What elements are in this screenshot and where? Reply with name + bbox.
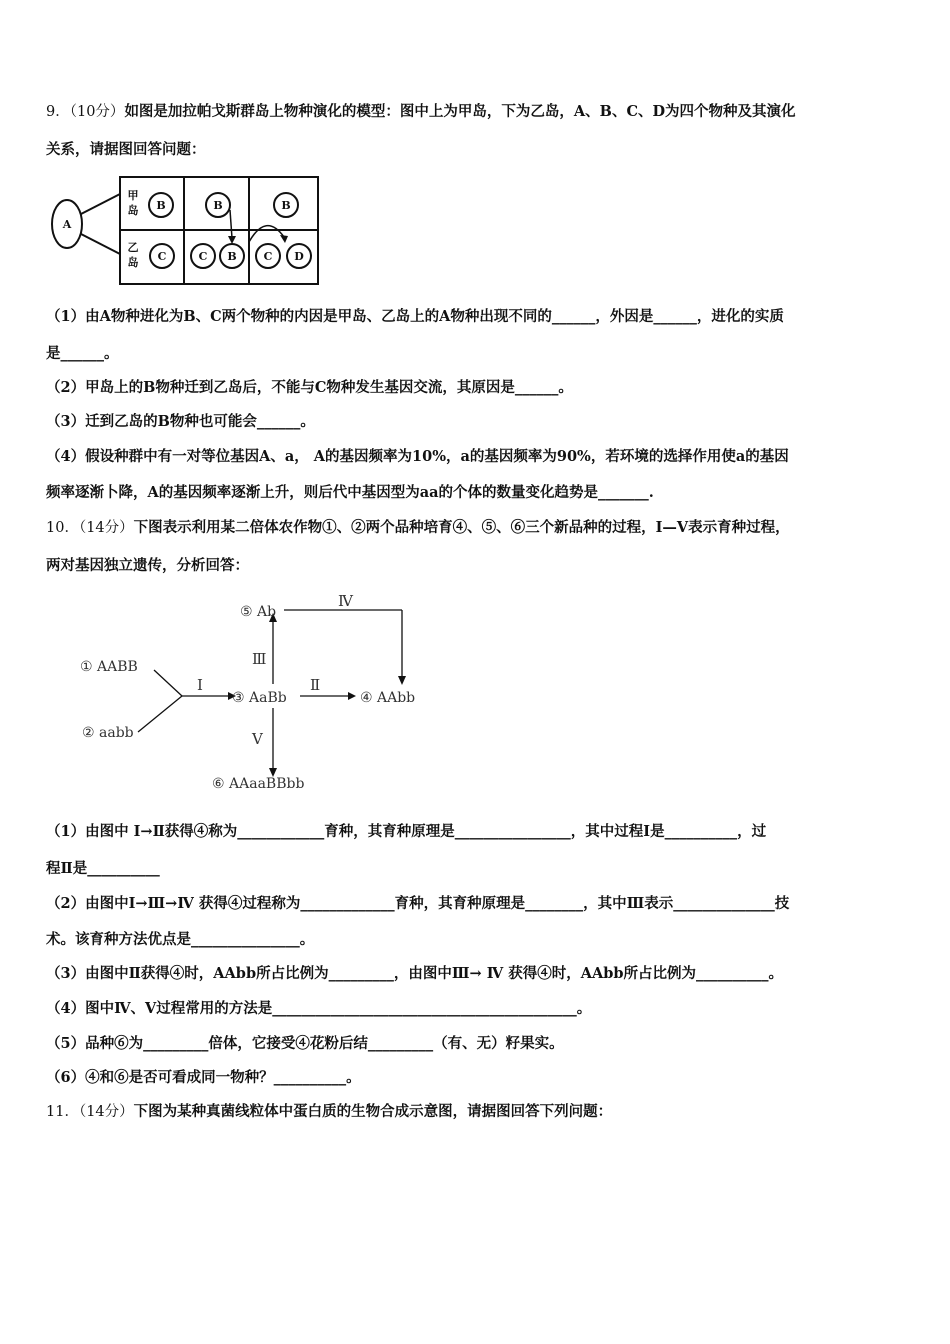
bottom-species-3: B — [227, 250, 237, 263]
q10-sub2-line2: 术。该育种方法优点是_______________。 — [46, 931, 315, 948]
q11-stem-text: 下图为某种真菌线粒体中蛋白质的生物合成示意图，请据图回答下列问题： — [133, 1103, 613, 1120]
q9-stem-line2: 关系，请据图回答问题： — [46, 141, 206, 158]
top-species-3: B — [281, 199, 291, 212]
bottom-species-1: C — [157, 250, 167, 263]
q9-sub1-line2: 是______。 — [46, 345, 119, 362]
q9-island-diagram — [46, 172, 326, 288]
q10-number: 10． — [46, 520, 79, 536]
q10-stem-text: 下图表示利用某二倍体农作物①、②两个品种培育④、⑤、⑥三个新品种的过程，Ⅰ—Ⅴ表示育种过程， — [133, 519, 790, 536]
bottom-species-5: D — [294, 250, 304, 263]
node-aabb-recessive: ② aabb — [82, 725, 134, 741]
process-5-label: Ⅴ — [252, 730, 263, 748]
bottom-species-2: C — [198, 250, 208, 263]
island-bottom-label-2: 岛 — [127, 256, 139, 269]
q11-score: （14分） — [78, 1104, 134, 1120]
node-polyploid: ⑥ AAaaBBbb — [212, 776, 305, 792]
q9-sub2: （2）甲岛上的B物种迁到乙岛后，不能与C物种发生基因交流，其原因是______。 — [46, 379, 573, 396]
q9-sub1-line1: （1）由A物种进化为B、C两个物种的内因是甲岛、乙岛上的A物种出现不同的______，外因是______，进化的实质 — [46, 308, 784, 325]
top-species-2: B — [213, 199, 223, 212]
species-a-label: A — [62, 218, 72, 231]
q10-sub1-line2: 程Ⅱ是__________ — [46, 860, 160, 877]
island-top-label-1: 甲 — [127, 189, 139, 202]
q10-sub4: （4）图中Ⅳ、Ⅴ过程常用的方法是__________________________________________。 — [46, 1000, 592, 1017]
q10-sub2-line1: （2）由图中Ⅰ→Ⅲ→Ⅳ 获得④过程称为_____________育种，其育种原理是________，其中Ⅲ表示______________技 — [46, 895, 790, 912]
q9-sub4-line2: 频率逐渐卜降，A的基因频率逐渐上升，则后代中基因型为aa的个体的数量变化趋势是_______. — [46, 484, 654, 501]
q9-sub4-line1: （4）假设种群中有一对等位基因A、a， A的基因频率为10%，a的基因频率为90%，若环境的选择作用使a的基因 — [46, 448, 789, 465]
q9-number: 9． — [46, 104, 70, 120]
q9-stem-text: 如图是加拉帕戈斯群岛上物种演化的模型：图中上为甲岛，下为乙岛，A、B、C、D为四个物种及其演化 — [124, 103, 796, 120]
node-aabb-parent: ① AABB — [80, 659, 138, 675]
top-species-1: B — [156, 199, 166, 212]
q10-sub6: （6）④和⑥是否可看成同一物种？__________。 — [46, 1069, 361, 1086]
q10-sub5: （5）品种⑥为_________倍体，它接受④花粉后结_________（有、无）籽果实。 — [46, 1035, 564, 1052]
q11-number: 11． — [46, 1104, 79, 1120]
q9-score: （10分） — [69, 104, 125, 120]
q10-stem-line1 — [46, 518, 908, 538]
node-aabb-product: ④ AAbb — [360, 690, 416, 706]
island-bottom-label-1: 乙 — [127, 241, 139, 254]
q9-stem-line1 — [46, 102, 908, 122]
node-ab-haploid: ⑤ Ab — [240, 604, 277, 620]
process-2-label: Ⅱ — [310, 676, 321, 694]
process-1-label: Ⅰ — [197, 676, 203, 694]
q10-sub3: （3）由图中Ⅱ获得④时，AAbb所占比例为_________，由图中Ⅲ→ Ⅳ 获得④时，AAbb所占比例为__________。 — [46, 965, 783, 982]
island-top-label-2: 岛 — [127, 204, 139, 217]
q10-stem-line2: 两对基因独立遗传，分析回答： — [46, 557, 249, 574]
q9-sub3: （3）迁到乙岛的B物种也可能会______。 — [46, 413, 315, 430]
node-aabb-hybrid: ③ AaBb — [232, 690, 287, 706]
bottom-species-4: C — [263, 250, 273, 263]
process-4-label: Ⅳ — [338, 592, 353, 610]
q10-sub1-line1: （1）由图中 Ⅰ→Ⅱ获得④称为____________育种，其育种原理是________________，其中过程Ⅰ是__________，过 — [46, 823, 767, 840]
process-3-label: Ⅲ — [252, 650, 267, 668]
q11-stem-line1 — [46, 1102, 908, 1122]
q10-breeding-diagram — [70, 588, 440, 800]
q10-score: （14分） — [78, 520, 134, 536]
